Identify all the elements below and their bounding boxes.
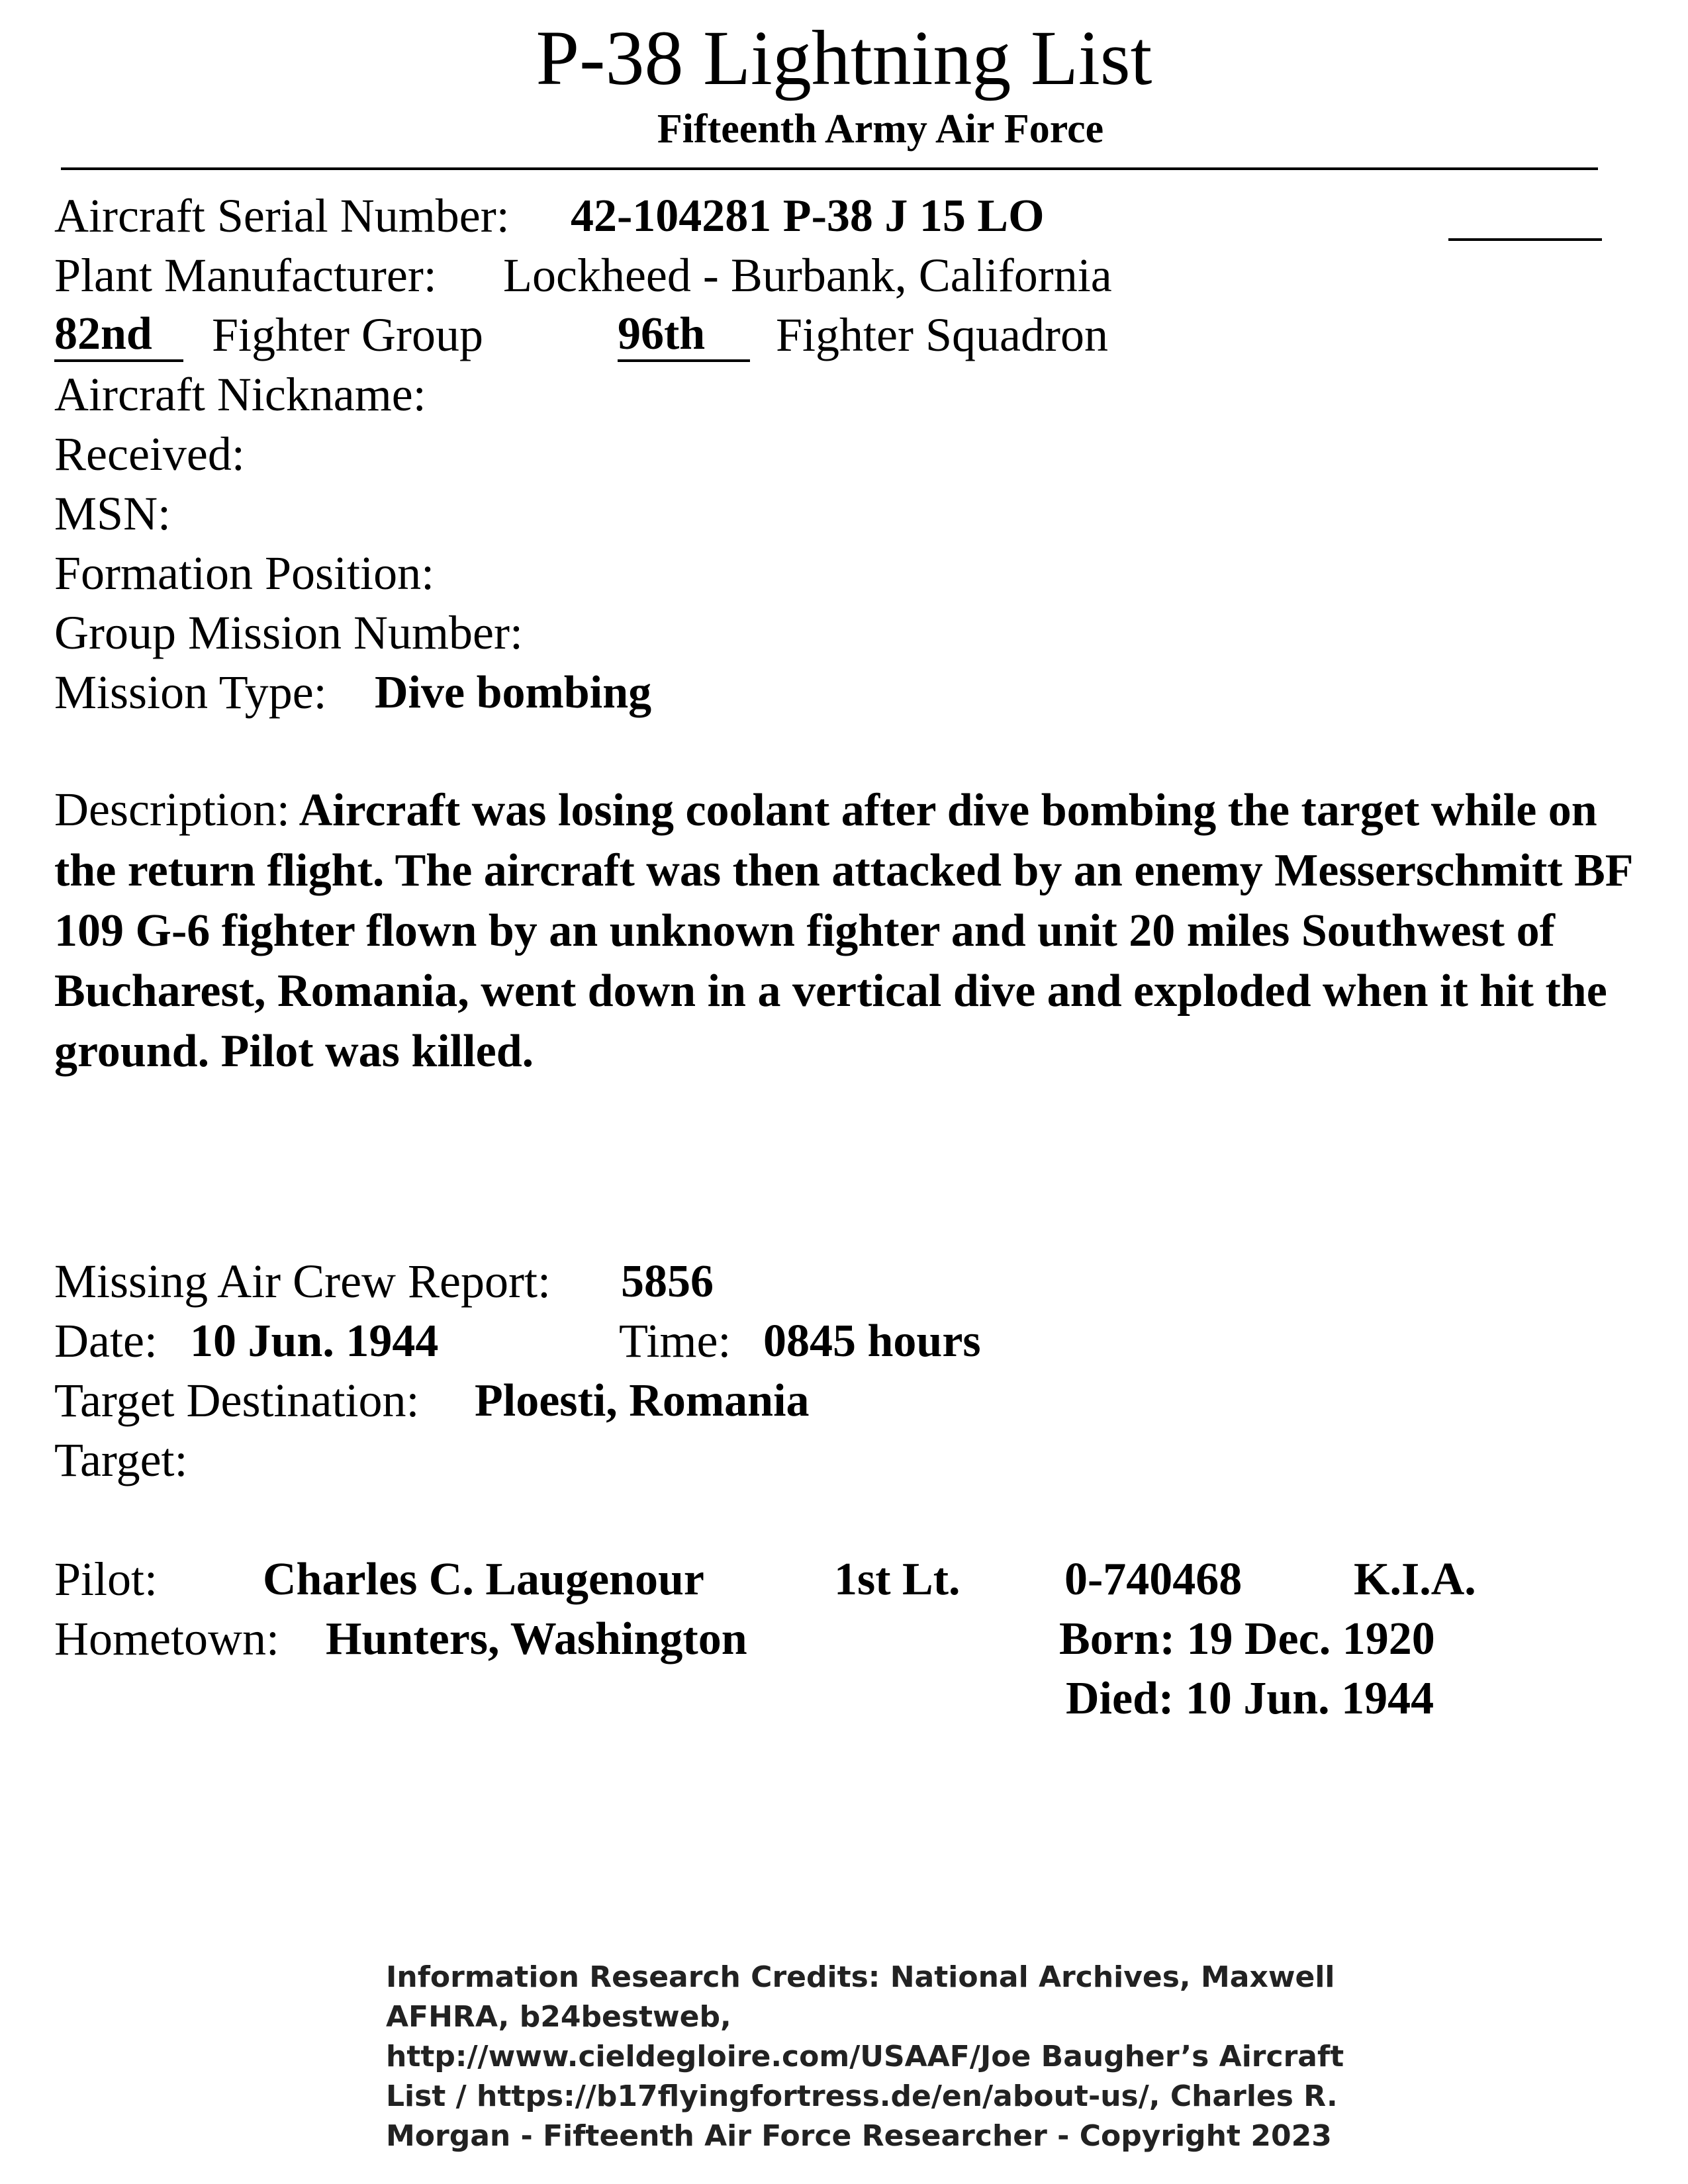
macr-label: Missing Air Crew Report: [54,1255,551,1308]
squadron-value: 96th [618,309,750,362]
manufacturer-label: Plant Manufacturer: [54,249,437,302]
macr-value: 5856 [621,1256,714,1307]
description-label: Description: [54,783,290,836]
nickname-label: Aircraft Nickname: [54,368,426,421]
page-title: P-38 Lightning List [536,15,1152,101]
pilot-service-number: 0-740468 [1064,1554,1243,1605]
pilot-rank: 1st Lt. [834,1554,961,1605]
died-label: Died: [1066,1673,1174,1724]
date-value: 10 Jun. 1944 [190,1316,439,1367]
description [54,780,1656,1081]
received-label: Received: [54,428,245,480]
header-divider [61,167,1598,170]
serial-value: 42-104281 P-38 J 15 LO [571,191,1045,242]
pilot-label: Pilot: [54,1553,158,1606]
target-destination-label: Target Destination: [54,1374,420,1427]
page-subtitle: Fifteenth Army Air Force [657,107,1104,152]
squadron-label: Fighter Squadron [776,308,1108,361]
born-date [1059,1613,1435,1666]
manufacturer-value: Lockheed - Burbank, California [503,249,1112,302]
group-mission-label: Group Mission Number: [54,606,523,659]
formation-label: Formation Position: [54,547,435,600]
born-label: Born: [1059,1614,1175,1664]
group-label: Fighter Group [212,308,483,361]
target-label: Target: [54,1433,188,1486]
description-text: Aircraft was losing coolant after dive bombing the target while on the return flight. The aircraft was then attacked by an enemy Messerschmitt BF 109 G-6 fighter flown by an unknown fighter and unit 20 miles Southwest of Bucharest, Romania, went down in a vertical dive and exploded when it hit the ground. Pilot was killed. [54,785,1632,1077]
date-label: Date: [54,1314,158,1367]
group-value: 82nd [54,309,183,362]
pilot-status: K.I.A. [1354,1554,1476,1605]
blank-line [1448,238,1602,241]
pilot-name: Charles C. Laugenour [263,1554,704,1605]
hometown-value: Hunters, Washington [326,1614,747,1664]
died-date [1066,1672,1434,1725]
mission-type-label: Mission Type: [54,666,327,719]
msn-label: MSN: [54,487,171,540]
time-value: 0845 hours [763,1316,981,1367]
hometown-label: Hometown: [54,1612,279,1665]
born-value: 19 Dec. 1920 [1186,1614,1435,1664]
time-label: Time: [619,1314,731,1367]
mission-type-value: Dive bombing [375,667,652,718]
died-value: 10 Jun. 1944 [1185,1673,1434,1724]
research-credits: Information Research Credits: National Archives, Maxwell AFHRA, b24bestweb, http://www.cieldegloire.com/USAAF/Joe Baugher’s Aircraft List / https://b17flyingfortress.de/en/about-us/, Charles R. Morgan - Fifteenth Air Force Researcher - Copyright 2023 [386,1960,1344,2153]
serial-label: Aircraft Serial Number: [54,189,510,242]
target-destination-value: Ploesti, Romania [475,1375,810,1426]
